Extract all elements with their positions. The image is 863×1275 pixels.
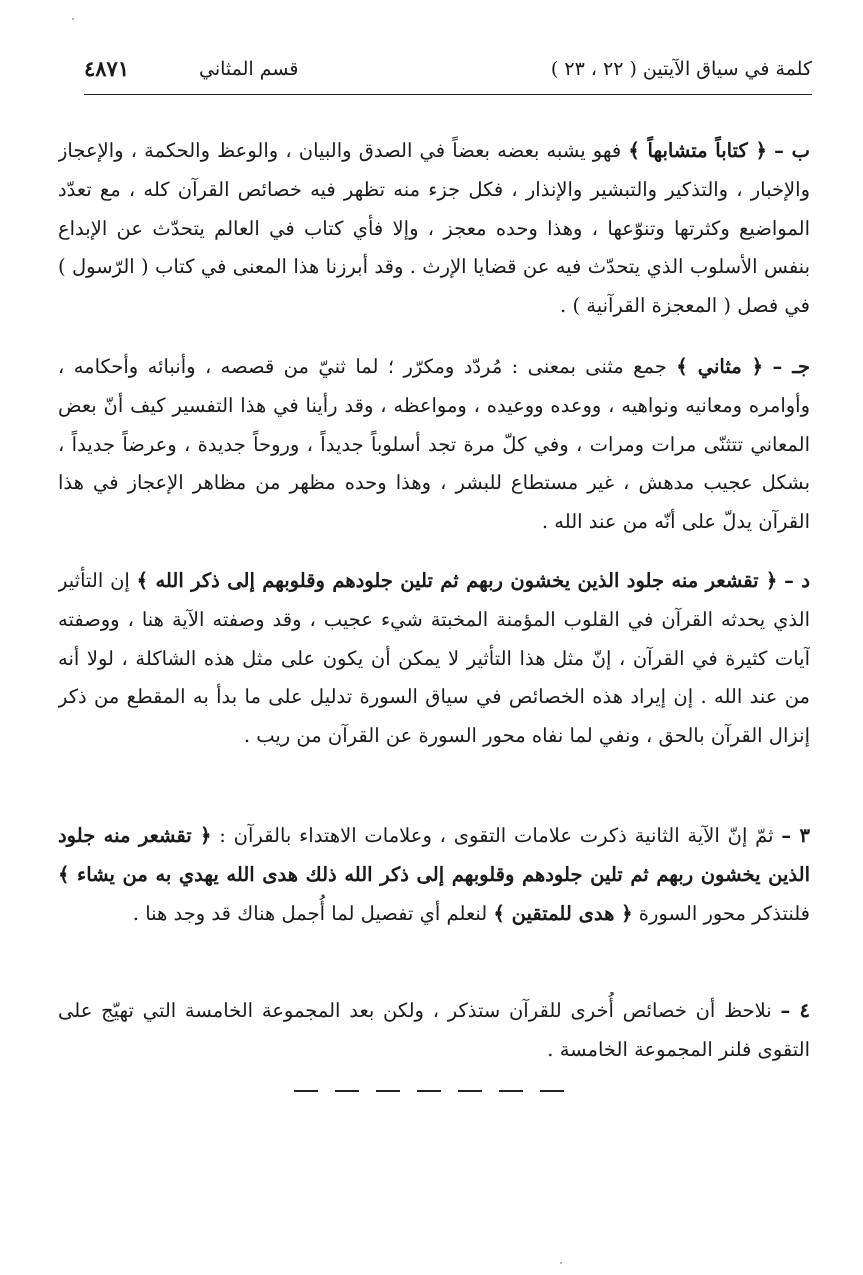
paragraph-text: نلاحظ أن خصائص أُخرى للقرآن ستذكر ، ولكن بعد المجموعة الخامسة التي تهيّج على التقوى فلنر المجموعة الخامسة . (58, 999, 810, 1061)
paragraph-marker: جـ – (772, 355, 810, 378)
header-rule (84, 94, 812, 95)
divider-dash (294, 1090, 318, 1092)
paragraph-marker: ٤ – (780, 999, 810, 1022)
page-header (84, 52, 812, 88)
quran-quote-2: ﴿ هدى للمتقين ﴾ (493, 901, 633, 925)
paragraph-text: ثمّ إنّ الآية الثانية ذكرت علامات التقوى ، وعلامات الاهتداء بالقرآن : (219, 824, 774, 847)
section-divider (294, 1090, 564, 1092)
paragraph-marker: ٣ – (781, 824, 810, 847)
page-number: ٤٨٧١ (84, 56, 130, 81)
paragraph-marker: ب – (774, 139, 810, 162)
paragraph-d (58, 562, 810, 795)
paragraph-j (58, 348, 810, 542)
running-title: كلمة في سياق الآيتين ( ٢٢ ، ٢٣ ) (550, 58, 812, 80)
divider-dash (335, 1090, 359, 1092)
quran-quote: ﴿ كتاباً متشابهاً ﴾ (628, 139, 767, 162)
paragraph-text: إن التأثير الذي يحدثه القرآن في القلوب المؤمنة المخبتة شيء عجيب ، وقد وصفته الآية هنا ، ووصفته آيات كثيرة في القرآن ، إنّ مثل هذا التأثير لا يمكن أن يكون على مثل هذه الشاكلة ، لولا أنه من عند الله . إن إيراد هذه الخصائص في سياق السورة تدليل على ما بدأ به المقطع من ذكر إنزال القرآن بالحق ، ونفي لما نفاه محور السورة عن القرآن من ريب . (58, 569, 810, 748)
paragraph-text: فهو يشبه بعضه بعضاً في الصدق والبيان ، والوعظ والحكمة ، والإعجاز والإخبار ، والتذكير والتبشير والإنذار ، فكل جزء منه تظهر فيه خصائص القرآن كله ، مع تعدّد المواضيع وكثرتها وتنوّعها ، وهذا وحده معجز ، وإلا فأي كتاب في العالم يتحدّث عن الإبداع بنفس الأسلوب الذي يتحدّث فيه عن قضايا الإرث . وقد أبرزنا هذا المعنى في كتاب ( الرّسول ) في فصل ( المعجزة القرآنية ) . (58, 139, 810, 318)
quran-quote: ﴿ مثاني ﴾ (676, 355, 764, 378)
paragraph-marker: د – (784, 569, 810, 592)
paragraph-3 (58, 817, 810, 972)
scan-speck (560, 1262, 562, 1264)
divider-dash (458, 1090, 482, 1092)
paragraph-text: جمع مثنى بمعنى : مُردّد ومكرّر ؛ لما ثنيّ من قصصه ، وأنبائه وأحكامه ، وأوامره ومعانيه ونواهيه ، ووعده ووعيده ، ومواعظه ، وقد رأينا في هذا التفسير كيف أنّ بعض المعاني تتثنّى مرات ومرات ، وفي كلّ مرة تجد أسلوباً جديداً ، وروحاً جديدة ، وعرضاً جديداً ، بشكل عجيب مدهش ، غير مستطاع للبشر ، وهذا وحده مظهر من مظاهر الإعجاز في هذا القرآن يدلّ على أنّه من عند الله . (58, 355, 810, 534)
paragraph-text: فلنتذكر محور السورة (638, 901, 810, 925)
divider-dash (540, 1090, 564, 1092)
body-text (58, 132, 810, 1086)
paragraph-4 (58, 992, 810, 1070)
divider-dash (499, 1090, 523, 1092)
quran-quote: ﴿ تقشعر منه جلود الذين يخشون ربهم ثم تلين جلودهم وقلوبهم إلى ذكر الله ذلك هدى الله يهدي به من يشاء ﴾ (58, 824, 810, 886)
scan-speck (72, 18, 74, 20)
paragraph-b (58, 132, 810, 326)
quran-quote: ﴿ تقشعر منه جلود الذين يخشون ربهم ثم تلين جلودهم وقلوبهم إلى ذكر الله ﴾ (136, 569, 778, 592)
section-name: قسم المثاني (199, 58, 299, 80)
divider-dash (376, 1090, 400, 1092)
paragraph-text: لنعلم أي تفصيل لما أُجمل هناك قد وجد هنا . (132, 901, 488, 925)
divider-dash (417, 1090, 441, 1092)
